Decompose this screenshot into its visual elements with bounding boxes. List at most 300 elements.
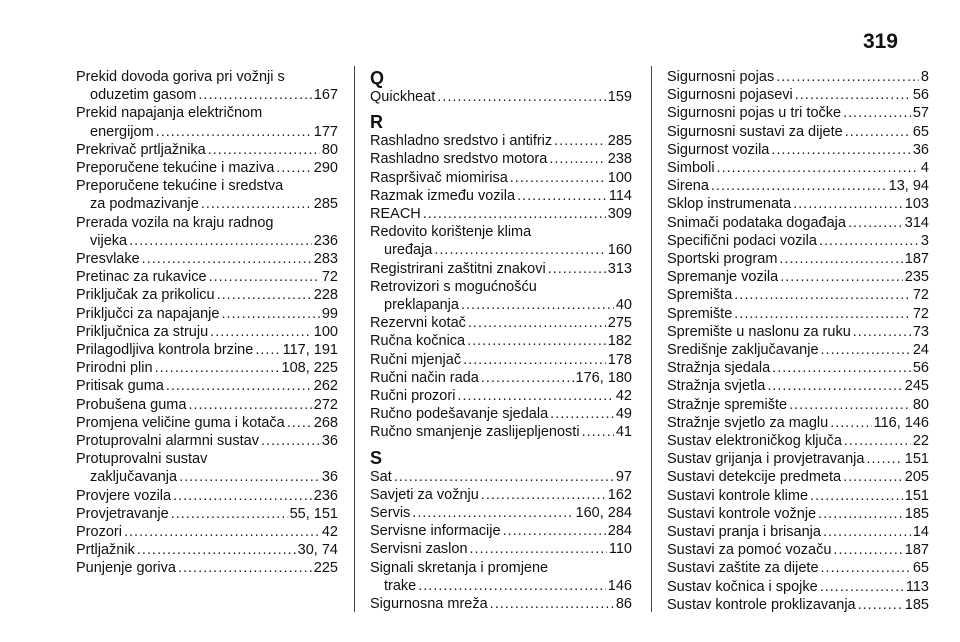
index-entry-pages: 72 <box>321 269 338 286</box>
dot-leader <box>780 268 903 286</box>
index-entry <box>667 541 929 559</box>
index-entry-pages: 238 <box>607 151 632 168</box>
index-entry-pages: 205 <box>904 469 929 486</box>
index-entry-term: Savjeti za vožnju <box>370 486 479 503</box>
index-entry <box>667 250 929 268</box>
index-entry-term: Registrirani zaštitni znakovi <box>370 260 546 277</box>
index-entry-pages: 8 <box>920 69 929 85</box>
dot-leader <box>173 487 312 505</box>
page-number: 319 <box>862 30 898 53</box>
dot-leader <box>129 232 312 250</box>
dot-leader <box>178 559 312 577</box>
index-entry <box>370 504 632 522</box>
index-entry-term: Protuprovalni alarmni sustav <box>76 433 259 450</box>
index-entry-term: Ručni prozori <box>370 388 456 405</box>
index-entry <box>370 559 632 595</box>
index-entry <box>667 159 929 177</box>
dot-leader <box>142 250 312 268</box>
index-entry-pages: 24 <box>912 342 929 359</box>
dot-leader <box>789 396 911 414</box>
index-entry-term: Priključnica za struju <box>76 323 209 340</box>
dot-leader <box>767 377 902 395</box>
dot-leader <box>820 578 904 596</box>
index-entry-term: Sustavi detekcije predmeta <box>667 469 842 486</box>
dot-leader <box>793 195 903 213</box>
dot-leader <box>198 86 311 104</box>
index-entry <box>667 323 929 341</box>
index-entry-pages: 235 <box>904 269 929 286</box>
dot-leader <box>188 396 311 414</box>
index-entry-pages: 177 <box>313 123 338 140</box>
index-entry-pages: 4 <box>920 160 929 177</box>
index-entry-term: Snimači podataka događaja <box>667 214 846 231</box>
dot-leader <box>776 68 919 86</box>
dot-leader <box>394 468 614 486</box>
dot-leader <box>434 241 605 259</box>
index-entry-term: Redovito korištenje klima <box>370 224 532 241</box>
index-entry <box>76 268 338 286</box>
index-entry-pages: 110 <box>608 541 632 558</box>
index-entry-pages: 187 <box>904 542 929 559</box>
index-entry-term: Sigurnosni pojasevi <box>667 87 793 104</box>
index-entry-pages: 151 <box>904 451 929 468</box>
index-entry-pages: 159 <box>607 89 632 105</box>
index-entry-term: Sigurnosni sustavi za dijete <box>667 123 843 140</box>
dot-leader <box>209 268 320 286</box>
dot-leader <box>830 414 871 432</box>
index-entry-term: Spremište u naslonu za ruku <box>667 323 851 340</box>
dot-leader <box>276 159 312 177</box>
index-entry-term: uređaja <box>384 242 433 259</box>
index-entry <box>370 260 632 278</box>
index-entry-term: Stražnja sjedala <box>667 360 771 377</box>
index-entry-pages: 185 <box>904 596 929 613</box>
dot-leader <box>510 169 606 187</box>
index-entry-pages: 55, 151 <box>289 505 338 522</box>
index-entry-term: Ručno smanjenje zaslijepljenosti <box>370 424 580 441</box>
index-entry-pages: 86 <box>615 596 632 613</box>
index-column-1 <box>76 68 338 578</box>
index-entry <box>667 432 929 450</box>
index-entry-term: Presvlake <box>76 251 140 268</box>
index-entry-pages: 268 <box>313 414 338 431</box>
dot-leader <box>463 351 606 369</box>
index-entry-term: Provjetravanje <box>76 505 169 522</box>
index-entry-pages: 275 <box>607 315 632 332</box>
dot-leader <box>461 296 614 314</box>
index-entry <box>76 68 338 104</box>
index-entry <box>667 468 929 486</box>
index-entry <box>76 523 338 541</box>
index-entry <box>370 223 632 259</box>
dot-leader <box>481 486 606 504</box>
index-entry-pages: 146 <box>607 577 632 594</box>
dot-leader <box>418 577 606 595</box>
dot-leader <box>171 505 288 523</box>
index-entry-term: Specifični podaci vozila <box>667 232 817 249</box>
index-entry-term: zaključavanja <box>90 469 178 486</box>
index-entry-term: Sigurnosni pojas <box>667 69 775 85</box>
index-entry <box>370 132 632 150</box>
index-entry <box>667 86 929 104</box>
index-column-2 <box>370 68 632 613</box>
dot-leader <box>821 559 911 577</box>
index-entry <box>76 341 338 359</box>
index-entry <box>76 177 338 213</box>
index-entry-term: Razmak između vozila <box>370 187 516 204</box>
dot-leader <box>734 305 911 323</box>
index-entry-term: Simboli <box>667 160 715 177</box>
index-entry-pages: 116, 146 <box>873 414 929 431</box>
index-entry-pages: 56 <box>912 87 929 104</box>
index-entry <box>370 486 632 504</box>
index-entry-pages: 176, 180 <box>575 369 632 386</box>
index-entry-term: Promjena veličine guma i kotača <box>76 414 285 431</box>
index-entry-term: Ručno podešavanje sjedala <box>370 406 549 423</box>
dot-leader <box>779 250 902 268</box>
index-entry-term: Rezervni kotač <box>370 315 466 332</box>
index-entry-term: Sustavi pranja i brisanja <box>667 524 821 541</box>
index-entry-pages: 108, 225 <box>281 360 338 377</box>
index-entry-pages: 228 <box>313 287 338 304</box>
index-entry-term: Spremišta <box>667 287 733 304</box>
dot-leader <box>843 468 903 486</box>
index-entry-term: Spremište <box>667 305 733 322</box>
dot-leader <box>818 505 903 523</box>
dot-leader <box>261 432 320 450</box>
index-entry-term: Pretinac za rukavice <box>76 269 207 286</box>
index-entry-pages: 42 <box>615 388 632 405</box>
index-entry <box>667 214 929 232</box>
index-entry-pages: 285 <box>607 133 632 150</box>
dot-leader <box>848 214 903 232</box>
index-entry <box>76 487 338 505</box>
index-entry-term: trake <box>384 577 417 594</box>
index-entry-pages: 182 <box>607 333 632 350</box>
index-entry <box>667 396 929 414</box>
index-entry-pages: 262 <box>313 378 338 395</box>
dot-leader <box>734 286 911 304</box>
index-entry-term: Sustav kontrole proklizavanja <box>667 596 856 613</box>
dot-leader <box>844 432 911 450</box>
dot-leader <box>217 286 312 304</box>
index-entry-pages: 41 <box>615 424 632 441</box>
index-entry-term: vijeka <box>90 232 128 249</box>
index-entry-term: Stražnje svjetlo za maglu <box>667 414 829 431</box>
index-entry-pages: 160, 284 <box>575 505 632 522</box>
index-entry <box>667 359 929 377</box>
dot-leader <box>437 88 606 106</box>
index-entry-term: Rashladno sredstvo i antifriz <box>370 133 553 150</box>
index-entry-pages: 236 <box>313 487 338 504</box>
index-entry-term: Preporučene tekućine i sredstva <box>76 178 284 195</box>
index-entry-term: Prekid napajanja električnom <box>76 105 263 122</box>
index-entry-pages: 236 <box>313 232 338 249</box>
index-entry-term: Sigurnosna mreža <box>370 596 488 613</box>
index-entry <box>76 104 338 140</box>
index-entry-term: Sigurnosni pojas u tri točke <box>667 105 842 122</box>
index-entry-term: Prozori <box>76 524 122 541</box>
dot-leader <box>137 541 296 559</box>
index-entry <box>370 314 632 332</box>
index-entry-term: Probušena guma <box>76 396 187 413</box>
index-entry-pages: 313 <box>607 260 632 277</box>
index-entry <box>370 278 632 314</box>
dot-leader <box>255 341 280 359</box>
index-entry-pages: 80 <box>912 396 929 413</box>
index-entry-pages: 100 <box>313 323 338 340</box>
index-entry-pages: 117, 191 <box>282 342 338 359</box>
index-entry-pages: 314 <box>904 214 929 231</box>
index-entry <box>667 68 929 86</box>
index-entry <box>76 414 338 432</box>
dot-leader <box>156 123 312 141</box>
index-entry-term: Provjere vozila <box>76 487 172 504</box>
index-entry <box>370 169 632 187</box>
dot-leader <box>819 232 919 250</box>
dot-leader <box>423 205 606 223</box>
index-entry-term: Sustav elektroničkog ključa <box>667 433 842 450</box>
index-entry <box>76 250 338 268</box>
index-entry <box>370 387 632 405</box>
index-entry-pages: 245 <box>904 378 929 395</box>
index-entry <box>76 305 338 323</box>
index-entry-term: za podmazivanje <box>90 196 199 213</box>
index-entry-pages: 49 <box>615 406 632 423</box>
dot-leader <box>457 387 613 405</box>
index-entry-pages: 13, 94 <box>888 178 929 195</box>
index-entry-term: Stražnja svjetla <box>667 378 766 395</box>
dot-leader <box>481 369 574 387</box>
dot-leader <box>858 596 903 614</box>
index-entry-pages: 187 <box>904 251 929 268</box>
index-entry-term: Sklop instrumenata <box>667 196 792 213</box>
dot-leader <box>717 159 919 177</box>
index-entry <box>667 578 929 596</box>
dot-leader <box>845 123 911 141</box>
dot-leader <box>810 487 903 505</box>
dot-leader <box>711 177 887 195</box>
index-entry-term: Stražnje spremište <box>667 396 788 413</box>
index-entry-pages: 36 <box>912 141 929 158</box>
index-entry-term: Sustav kočnica i spojke <box>667 578 818 595</box>
index-entry <box>667 414 929 432</box>
index-entry-term: Sigurnost vozila <box>667 141 770 158</box>
column-divider <box>651 66 652 612</box>
index-entry-term: Servisne informacije <box>370 523 501 540</box>
dot-leader <box>866 450 902 468</box>
index-entry-pages: 30, 74 <box>297 542 338 559</box>
dot-leader <box>155 359 280 377</box>
index-entry-pages: 283 <box>313 251 338 268</box>
index-entry <box>370 369 632 387</box>
index-entry <box>76 323 338 341</box>
index-entry <box>370 423 632 441</box>
index-entry <box>667 232 929 250</box>
dot-leader <box>823 523 911 541</box>
dot-leader <box>549 150 605 168</box>
dot-leader <box>821 341 911 359</box>
index-entry <box>667 559 929 577</box>
dot-leader <box>771 141 911 159</box>
index-entry-pages: 22 <box>912 433 929 450</box>
index-entry-pages: 100 <box>607 169 632 186</box>
index-entry-term: Ručni način rada <box>370 369 479 386</box>
index-entry-pages: 178 <box>607 351 632 368</box>
dot-leader <box>468 314 606 332</box>
section-letter: S <box>370 447 383 468</box>
index-entry-pages: 97 <box>615 468 632 485</box>
dot-leader <box>853 323 911 341</box>
dot-leader <box>517 187 607 205</box>
dot-leader <box>179 468 320 486</box>
index-entry-pages: 65 <box>912 560 929 577</box>
index-entry-pages: 114 <box>608 187 632 204</box>
index-entry <box>667 487 929 505</box>
index-entry-term: Punjenje goriva <box>76 560 176 577</box>
index-entry-pages: 14 <box>912 524 929 541</box>
index-entry <box>667 505 929 523</box>
index-entry-term: Prilagodljiva kontrola brzine <box>76 342 254 359</box>
dot-leader <box>208 141 320 159</box>
index-entry-pages: 185 <box>904 505 929 522</box>
index-entry-pages: 36 <box>321 433 338 450</box>
index-entry-pages: 103 <box>904 196 929 213</box>
index-entry-pages: 65 <box>912 123 929 140</box>
index-entry <box>667 286 929 304</box>
index-entry-term: oduzetim gasom <box>90 87 197 104</box>
index-entry-term: Prekid dovoda goriva pri vožnji s <box>76 69 285 85</box>
index-entry <box>76 141 338 159</box>
index-entry-term: Protuprovalni sustav <box>76 451 208 468</box>
index-entry-term: Priključak za prikolicu <box>76 287 215 304</box>
index-entry-pages: 225 <box>313 560 338 577</box>
index-entry-term: Prtljažnik <box>76 542 135 559</box>
index-entry-pages: 160 <box>607 242 632 259</box>
index-entry-pages: 151 <box>904 487 929 504</box>
index-entry-term: Sustavi zaštite za dijete <box>667 560 819 577</box>
index-entry <box>667 195 929 213</box>
index-entry <box>370 88 632 106</box>
index-entry <box>667 141 929 159</box>
index-entry-term: Sirena <box>667 178 709 195</box>
dot-leader <box>833 541 902 559</box>
index-entry-pages: 36 <box>321 469 338 486</box>
index-entry-term: Sportski program <box>667 251 778 268</box>
index-entry-term: Sat <box>370 468 392 485</box>
index-entry-pages: 42 <box>321 524 338 541</box>
index-entry <box>76 396 338 414</box>
index-entry <box>370 205 632 223</box>
index-entry-pages: 272 <box>313 396 338 413</box>
dot-leader <box>772 359 911 377</box>
index-entry <box>370 595 632 613</box>
dot-leader <box>550 405 614 423</box>
index-entry-pages: 284 <box>607 523 632 540</box>
index-entry-term: Ručni mjenjač <box>370 351 462 368</box>
index-entry-term: Preporučene tekućine i maziva <box>76 160 275 177</box>
dot-leader <box>795 86 911 104</box>
index-entry <box>76 559 338 577</box>
index-entry <box>667 123 929 141</box>
index-entry-pages: 167 <box>313 87 338 104</box>
dot-leader <box>124 523 320 541</box>
index-entry <box>76 505 338 523</box>
dot-leader <box>582 423 614 441</box>
index-entry-term: Prekrivač prtljažnika <box>76 141 206 158</box>
index-entry-term: Servis <box>370 505 411 522</box>
index-entry <box>667 104 929 122</box>
dot-leader <box>470 540 607 558</box>
index-entry <box>76 377 338 395</box>
index-entry <box>370 150 632 168</box>
dot-leader <box>210 323 312 341</box>
index-entry-pages: 72 <box>912 287 929 304</box>
index-entry-pages: 40 <box>615 297 632 314</box>
index-entry-pages: 113 <box>905 578 929 595</box>
index-entry-pages: 3 <box>920 232 929 249</box>
index-entry <box>370 332 632 350</box>
index-entry-term: Sustav grijanja i provjetravanja <box>667 451 865 468</box>
index-entry <box>76 450 338 486</box>
index-entry <box>667 377 929 395</box>
index-entry-term: Priključci za napajanje <box>76 305 220 322</box>
index-entry <box>370 468 632 486</box>
index-entry <box>667 596 929 614</box>
index-entry-term: Raspršivač miomirisa <box>370 169 508 186</box>
index-entry <box>667 450 929 468</box>
index-entry-term: Prerada vozila na kraju radnog <box>76 214 274 231</box>
index-entry <box>76 214 338 250</box>
index-entry <box>370 540 632 558</box>
index-entry-pages: 57 <box>912 105 929 122</box>
dot-leader <box>287 414 312 432</box>
index-entry-pages: 80 <box>321 141 338 158</box>
dot-leader <box>166 377 312 395</box>
index-entry <box>76 432 338 450</box>
index-entry-term: Sustavi kontrole klime <box>667 487 809 504</box>
index-entry-term: Signali skretanja i promjene <box>370 559 549 576</box>
index-entry <box>76 359 338 377</box>
index-entry-term: Prirodni plin <box>76 360 153 377</box>
index-entry <box>667 177 929 195</box>
index-entry-pages: 72 <box>912 305 929 322</box>
dot-leader <box>201 195 312 213</box>
index-entry-term: Servisni zaslon <box>370 541 468 558</box>
index-entry-term: Sustavi za pomoć vozaču <box>667 542 832 559</box>
section-letter: Q <box>370 68 385 88</box>
index-entry <box>370 351 632 369</box>
index-entry <box>76 159 338 177</box>
index-entry-term: Retrovizori s mogućnošću <box>370 278 537 295</box>
index-entry-pages: 309 <box>607 206 632 223</box>
index-column-3 <box>667 68 929 614</box>
dot-leader <box>548 260 606 278</box>
index-entry <box>76 286 338 304</box>
index-entry <box>370 522 632 540</box>
index-entry-term: Spremanje vozila <box>667 269 779 286</box>
index-entry-term: Središnje zaključavanje <box>667 342 819 359</box>
index-entry-pages: 162 <box>607 486 632 503</box>
index-entry <box>76 541 338 559</box>
index-entry <box>667 268 929 286</box>
index-entry-term: REACH <box>370 206 421 223</box>
dot-leader <box>554 132 606 150</box>
index-entry-term: preklapanja <box>384 297 459 314</box>
index-entry-term: energijom <box>90 123 154 140</box>
index-entry-pages: 56 <box>912 360 929 377</box>
index-entry-term: Sustavi kontrole vožnje <box>667 505 817 522</box>
